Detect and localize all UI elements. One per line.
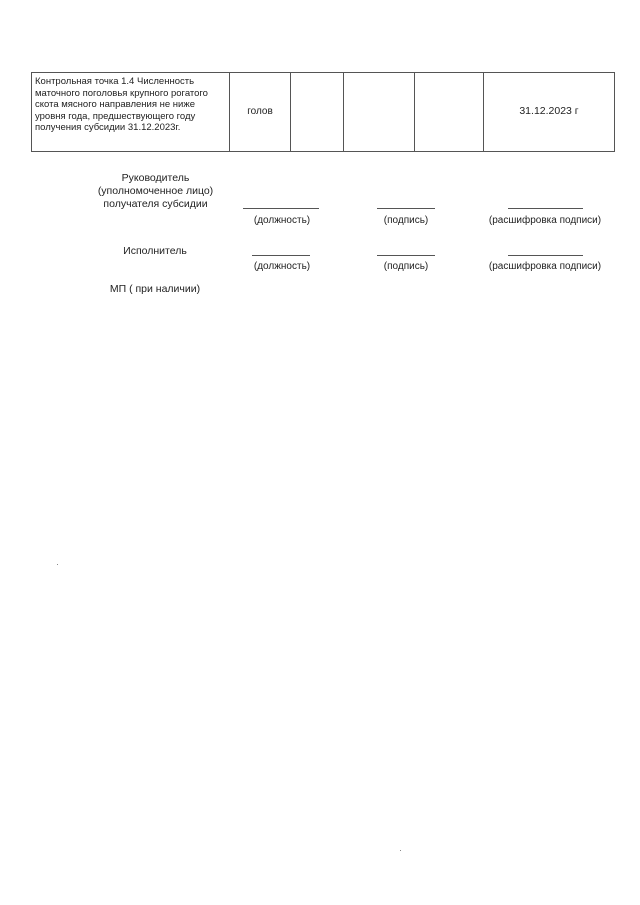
date-cell: 31.12.2023 г <box>484 73 615 152</box>
executor-signature-line <box>377 255 435 256</box>
head-decoding-caption: (расшифровка подписи) <box>488 215 602 226</box>
scan-speck <box>57 564 58 565</box>
head-position-caption: (должность) <box>253 215 311 226</box>
table-row <box>32 73 615 152</box>
value-cell-3 <box>415 73 484 152</box>
stamp-note: МП ( при наличии) <box>109 283 201 295</box>
scan-speck <box>400 850 401 851</box>
control-point-description: Контрольная точка 1.4 Численность маточного поголовья крупного рогатого скота мясного направления не ниже уровня года, предшествующего году получения субсидии 31.12.2023г. <box>32 73 230 152</box>
executor-position-caption: (должность) <box>253 261 311 272</box>
head-signature-caption: (подпись) <box>383 215 429 226</box>
value-cell-1 <box>291 73 344 152</box>
head-position-line <box>243 208 319 209</box>
executor-decoding-caption: (расшифровка подписи) <box>488 261 602 272</box>
executor-decoding-line <box>508 255 583 256</box>
head-label: Руководитель (уполномоченное лицо) получателя субсидии <box>97 172 214 210</box>
value-cell-2 <box>344 73 415 152</box>
executor-position-line <box>252 255 310 256</box>
executor-label: Исполнитель <box>123 245 187 257</box>
control-point-table <box>31 72 615 152</box>
head-decoding-line <box>508 208 583 209</box>
unit-cell: голов <box>230 73 291 152</box>
executor-signature-caption: (подпись) <box>383 261 429 272</box>
head-signature-line <box>377 208 435 209</box>
